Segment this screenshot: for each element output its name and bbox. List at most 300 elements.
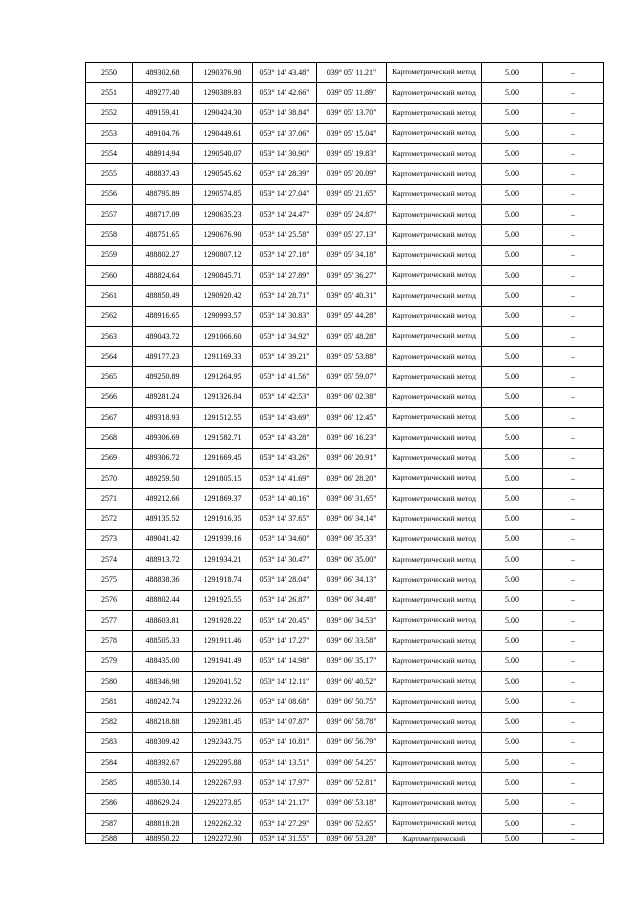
accuracy-cell: 5.00 [482,245,543,265]
table-row [86,692,604,712]
latitude-cell: 053° 14' 07.87" [253,712,317,732]
y-coordinate-cell: 1291939.16 [193,529,253,549]
table-row [86,590,604,610]
method-cell: Картометрический метод [387,387,482,407]
longitude-cell: 039° 05' 19.83" [317,144,387,164]
longitude-cell: 039° 05' 53.88" [317,347,387,367]
x-coordinate-cell: 489302.68 [133,63,193,83]
accuracy-cell: 5.00 [482,225,543,245]
latitude-cell: 053° 14' 12.11" [253,671,317,691]
x-coordinate-cell: 489177.23 [133,347,193,367]
y-coordinate-cell: 1292262.32 [193,813,253,833]
method-cell: Картометрический метод [387,570,482,590]
accuracy-cell: 5.00 [482,184,543,204]
latitude-cell: 053° 14' 37.06" [253,123,317,143]
x-coordinate-cell: 488629.24 [133,793,193,813]
point-number-cell: 2584 [86,753,133,773]
table-row [86,367,604,387]
note-cell: – [543,428,604,448]
point-number-cell: 2570 [86,468,133,488]
method-cell: Картометрический метод [387,103,482,123]
method-cell: Картометрический метод [387,509,482,529]
note-cell: – [543,367,604,387]
latitude-cell: 053° 14' 21.17" [253,793,317,813]
latitude-cell: 053° 14' 13.51" [253,753,317,773]
table-row [86,184,604,204]
point-number-cell: 2561 [86,286,133,306]
accuracy-cell: 5.00 [482,509,543,529]
point-number-cell: 2585 [86,773,133,793]
coordinates-table [85,62,604,844]
method-cell: Картометрический метод [387,692,482,712]
table-row [86,773,604,793]
longitude-cell: 039° 06' 35.00" [317,550,387,570]
method-cell: Картометрический метод [387,732,482,752]
y-coordinate-cell: 1292267.93 [193,773,253,793]
point-number-cell: 2562 [86,306,133,326]
longitude-cell: 039° 05' 40.31" [317,286,387,306]
x-coordinate-cell: 489159.41 [133,103,193,123]
longitude-cell: 039° 06' 53.18" [317,793,387,813]
note-cell: – [543,712,604,732]
y-coordinate-cell: 1290389.83 [193,83,253,103]
accuracy-cell: 5.00 [482,834,543,844]
note-cell: – [543,63,604,83]
table-row [86,387,604,407]
latitude-cell: 053° 14' 41.56" [253,367,317,387]
point-number-cell: 2582 [86,712,133,732]
x-coordinate-cell: 489259.50 [133,468,193,488]
x-coordinate-cell: 488717.09 [133,205,193,225]
note-cell: – [543,793,604,813]
latitude-cell: 053° 14' 34.60" [253,529,317,549]
y-coordinate-cell: 1291066.60 [193,326,253,346]
y-coordinate-cell: 1290545.62 [193,164,253,184]
note-cell: – [543,265,604,285]
longitude-cell: 039° 06' 33.58" [317,631,387,651]
accuracy-cell: 5.00 [482,265,543,285]
method-cell: Картометрический метод [387,164,482,184]
y-coordinate-cell: 1292381.45 [193,712,253,732]
method-cell: Картометрический метод [387,448,482,468]
accuracy-cell: 5.00 [482,651,543,671]
coordinates-table-page [85,62,603,844]
note-cell: – [543,732,604,752]
method-cell: Картометрический метод [387,144,482,164]
note-cell: – [543,123,604,143]
longitude-cell: 039° 06' 34.53" [317,611,387,631]
latitude-cell: 053° 14' 42.66" [253,83,317,103]
latitude-cell: 053° 14' 30.47" [253,550,317,570]
accuracy-cell: 5.00 [482,306,543,326]
point-number-cell: 2564 [86,347,133,367]
point-number-cell: 2563 [86,326,133,346]
accuracy-cell: 5.00 [482,428,543,448]
note-cell: – [543,225,604,245]
latitude-cell: 053° 14' 43.26" [253,448,317,468]
latitude-cell: 053° 14' 30.90" [253,144,317,164]
table-row [86,63,604,83]
accuracy-cell: 5.00 [482,408,543,428]
point-number-cell: 2566 [86,387,133,407]
latitude-cell: 053° 14' 43.69" [253,408,317,428]
y-coordinate-cell: 1290920.42 [193,286,253,306]
accuracy-cell: 5.00 [482,63,543,83]
y-coordinate-cell: 1291326.04 [193,387,253,407]
table-row [86,509,604,529]
method-cell: Картометрический метод [387,712,482,732]
latitude-cell: 053° 14' 26.87" [253,590,317,610]
accuracy-cell: 5.00 [482,570,543,590]
longitude-cell: 039° 06' 28.20" [317,468,387,488]
table-row [86,428,604,448]
table-row [86,326,604,346]
table-row [86,813,604,833]
method-cell: Картометрический метод [387,651,482,671]
note-cell: – [543,184,604,204]
x-coordinate-cell: 488916.65 [133,306,193,326]
longitude-cell: 039° 05' 20.09" [317,164,387,184]
accuracy-cell: 5.00 [482,793,543,813]
point-number-cell: 2559 [86,245,133,265]
point-number-cell: 2579 [86,651,133,671]
accuracy-cell: 5.00 [482,671,543,691]
note-cell: – [543,489,604,509]
longitude-cell: 039° 06' 50.75" [317,692,387,712]
table-row [86,448,604,468]
table-row [86,631,604,651]
method-cell: Картометрический метод [387,123,482,143]
note-cell: – [543,205,604,225]
table-row [86,550,604,570]
longitude-cell: 039° 06' 16.23" [317,428,387,448]
point-number-cell: 2552 [86,103,133,123]
point-number-cell: 2574 [86,550,133,570]
table-row [86,265,604,285]
x-coordinate-cell: 489250.89 [133,367,193,387]
x-coordinate-cell: 488914.94 [133,144,193,164]
y-coordinate-cell: 1291264.95 [193,367,253,387]
accuracy-cell: 5.00 [482,773,543,793]
note-cell: – [543,103,604,123]
accuracy-cell: 5.00 [482,468,543,488]
longitude-cell: 039° 05' 36.27" [317,265,387,285]
latitude-cell: 053° 14' 39.21" [253,347,317,367]
x-coordinate-cell: 488505.33 [133,631,193,651]
x-coordinate-cell: 489277.40 [133,83,193,103]
table-body [86,63,604,844]
y-coordinate-cell: 1291916.35 [193,509,253,529]
longitude-cell: 039° 06' 35.33" [317,529,387,549]
accuracy-cell: 5.00 [482,286,543,306]
point-number-cell: 2571 [86,489,133,509]
accuracy-cell: 5.00 [482,164,543,184]
x-coordinate-cell: 488218.88 [133,712,193,732]
x-coordinate-cell: 488802.27 [133,245,193,265]
note-cell: – [543,144,604,164]
accuracy-cell: 5.00 [482,205,543,225]
point-number-cell: 2565 [86,367,133,387]
x-coordinate-cell: 489104.76 [133,123,193,143]
x-coordinate-cell: 488603.81 [133,611,193,631]
x-coordinate-cell: 489318.93 [133,408,193,428]
latitude-cell: 053° 14' 28.71" [253,286,317,306]
x-coordinate-cell: 488346.98 [133,671,193,691]
accuracy-cell: 5.00 [482,367,543,387]
method-cell: Картометрический метод [387,367,482,387]
latitude-cell: 053° 14' 30.83" [253,306,317,326]
point-number-cell: 2587 [86,813,133,833]
y-coordinate-cell: 1292041.52 [193,671,253,691]
method-cell: Картометрический метод [387,590,482,610]
method-cell: Картометрический метод [387,550,482,570]
method-cell: Картометрический метод [387,83,482,103]
x-coordinate-cell: 488837.43 [133,164,193,184]
x-coordinate-cell: 489281.24 [133,387,193,407]
y-coordinate-cell: 1290845.71 [193,265,253,285]
latitude-cell: 053° 14' 27.29" [253,813,317,833]
method-cell: Картометрический метод [387,529,482,549]
table-row [86,306,604,326]
x-coordinate-cell: 488242.74 [133,692,193,712]
note-cell: – [543,753,604,773]
point-number-cell: 2555 [86,164,133,184]
note-cell: – [543,306,604,326]
point-number-cell: 2580 [86,671,133,691]
note-cell: – [543,83,604,103]
latitude-cell: 053° 14' 20.45" [253,611,317,631]
note-cell: – [543,245,604,265]
point-number-cell: 2550 [86,63,133,83]
latitude-cell: 053° 14' 41.69" [253,468,317,488]
y-coordinate-cell: 1291669.45 [193,448,253,468]
latitude-cell: 053° 14' 28.04" [253,570,317,590]
table-row [86,408,604,428]
table-row [86,611,604,631]
accuracy-cell: 5.00 [482,631,543,651]
accuracy-cell: 5.00 [482,611,543,631]
table-row [86,347,604,367]
longitude-cell: 039° 06' 20.91" [317,448,387,468]
y-coordinate-cell: 1290676.90 [193,225,253,245]
longitude-cell: 039° 06' 53.28" [317,834,387,844]
latitude-cell: 053° 14' 34.92" [253,326,317,346]
latitude-cell: 053° 14' 43.28" [253,428,317,448]
table-row [86,103,604,123]
x-coordinate-cell: 488435.00 [133,651,193,671]
note-cell: – [543,164,604,184]
table-row [86,83,604,103]
method-cell: Картометрический метод [387,306,482,326]
latitude-cell: 053° 14' 38.84" [253,103,317,123]
y-coordinate-cell: 1292343.75 [193,732,253,752]
note-cell: – [543,611,604,631]
point-number-cell: 2551 [86,83,133,103]
method-cell: Картометрический метод [387,489,482,509]
accuracy-cell: 5.00 [482,144,543,164]
longitude-cell: 039° 06' 34.13" [317,570,387,590]
y-coordinate-cell: 1291805.15 [193,468,253,488]
x-coordinate-cell: 489212.66 [133,489,193,509]
accuracy-cell: 5.00 [482,813,543,833]
note-cell: – [543,347,604,367]
accuracy-cell: 5.00 [482,732,543,752]
y-coordinate-cell: 1291925.55 [193,590,253,610]
accuracy-cell: 5.00 [482,753,543,773]
point-number-cell: 2576 [86,590,133,610]
method-cell: Картометрический метод [387,773,482,793]
y-coordinate-cell: 1291869.37 [193,489,253,509]
latitude-cell: 053° 14' 27.89" [253,265,317,285]
y-coordinate-cell: 1291911.46 [193,631,253,651]
method-cell: Картометрический метод [387,611,482,631]
accuracy-cell: 5.00 [482,692,543,712]
x-coordinate-cell: 489041.42 [133,529,193,549]
x-coordinate-cell: 488824.64 [133,265,193,285]
method-cell: Картометрический метод [387,286,482,306]
x-coordinate-cell: 488950.22 [133,834,193,844]
x-coordinate-cell: 489043.72 [133,326,193,346]
method-cell: Картометрический метод [387,813,482,833]
longitude-cell: 039° 06' 54.25" [317,753,387,773]
method-cell: Картометрический метод [387,347,482,367]
point-number-cell: 2567 [86,408,133,428]
y-coordinate-cell: 1290424.30 [193,103,253,123]
accuracy-cell: 5.00 [482,387,543,407]
point-number-cell: 2583 [86,732,133,752]
accuracy-cell: 5.00 [482,529,543,549]
note-cell: – [543,631,604,651]
accuracy-cell: 5.00 [482,326,543,346]
method-cell: Картометрический метод [387,245,482,265]
accuracy-cell: 5.00 [482,103,543,123]
point-number-cell: 2558 [86,225,133,245]
accuracy-cell: 5.00 [482,712,543,732]
note-cell: – [543,671,604,691]
method-cell: Картометрический [387,834,482,844]
x-coordinate-cell: 488751.65 [133,225,193,245]
accuracy-cell: 5.00 [482,489,543,509]
table-row [86,651,604,671]
y-coordinate-cell: 1292232.26 [193,692,253,712]
point-number-cell: 2586 [86,793,133,813]
longitude-cell: 039° 05' 21.65" [317,184,387,204]
longitude-cell: 039° 05' 59.07" [317,367,387,387]
x-coordinate-cell: 488802.44 [133,590,193,610]
y-coordinate-cell: 1291941.49 [193,651,253,671]
longitude-cell: 039° 06' 35.17" [317,651,387,671]
accuracy-cell: 5.00 [482,83,543,103]
latitude-cell: 053° 14' 25.58" [253,225,317,245]
y-coordinate-cell: 1292273.85 [193,793,253,813]
latitude-cell: 053° 14' 40.16" [253,489,317,509]
table-row [86,793,604,813]
table-row [86,489,604,509]
x-coordinate-cell: 488795.89 [133,184,193,204]
method-cell: Картометрический метод [387,793,482,813]
longitude-cell: 039° 06' 58.78" [317,712,387,732]
point-number-cell: 2572 [86,509,133,529]
longitude-cell: 039° 06' 52.81" [317,773,387,793]
y-coordinate-cell: 1291928.22 [193,611,253,631]
latitude-cell: 053° 14' 14.98" [253,651,317,671]
point-number-cell: 2568 [86,428,133,448]
table-row [86,286,604,306]
method-cell: Картометрический метод [387,205,482,225]
table-row [86,245,604,265]
table-row [86,123,604,143]
x-coordinate-cell: 488818.28 [133,813,193,833]
table-row [86,529,604,549]
point-number-cell: 2556 [86,184,133,204]
table-row [86,225,604,245]
latitude-cell: 053° 14' 08.68" [253,692,317,712]
longitude-cell: 039° 06' 52.65" [317,813,387,833]
note-cell: – [543,590,604,610]
accuracy-cell: 5.00 [482,347,543,367]
latitude-cell: 053° 14' 10.81" [253,732,317,752]
table-row [86,712,604,732]
method-cell: Картометрический метод [387,753,482,773]
longitude-cell: 039° 06' 31.65" [317,489,387,509]
note-cell: – [543,408,604,428]
longitude-cell: 039° 05' 15.04" [317,123,387,143]
point-number-cell: 2575 [86,570,133,590]
x-coordinate-cell: 488838.36 [133,570,193,590]
table-row [86,671,604,691]
latitude-cell: 053° 14' 43.48" [253,63,317,83]
latitude-cell: 053° 14' 17.97" [253,773,317,793]
point-number-cell: 2578 [86,631,133,651]
table-row [86,732,604,752]
note-cell: – [543,529,604,549]
method-cell: Картометрический метод [387,671,482,691]
longitude-cell: 039° 05' 34.18" [317,245,387,265]
method-cell: Картометрический метод [387,326,482,346]
point-number-cell: 2573 [86,529,133,549]
latitude-cell: 053° 14' 27.18" [253,245,317,265]
note-cell: – [543,834,604,844]
accuracy-cell: 5.00 [482,590,543,610]
longitude-cell: 039° 05' 48.28" [317,326,387,346]
latitude-cell: 053° 14' 31.55" [253,834,317,844]
latitude-cell: 053° 14' 28.39" [253,164,317,184]
y-coordinate-cell: 1290574.85 [193,184,253,204]
point-number-cell: 2554 [86,144,133,164]
x-coordinate-cell: 488392.67 [133,753,193,773]
note-cell: – [543,813,604,833]
note-cell: – [543,692,604,712]
note-cell: – [543,570,604,590]
longitude-cell: 039° 05' 11.89" [317,83,387,103]
y-coordinate-cell: 1290540.07 [193,144,253,164]
note-cell: – [543,468,604,488]
note-cell: – [543,387,604,407]
accuracy-cell: 5.00 [482,448,543,468]
table-row [86,753,604,773]
table-row [86,570,604,590]
longitude-cell: 039° 06' 12.45" [317,408,387,428]
y-coordinate-cell: 1292295.88 [193,753,253,773]
longitude-cell: 039° 06' 40.52" [317,671,387,691]
longitude-cell: 039° 06' 02.38" [317,387,387,407]
y-coordinate-cell: 1291918.74 [193,570,253,590]
y-coordinate-cell: 1290807.12 [193,245,253,265]
accuracy-cell: 5.00 [482,123,543,143]
y-coordinate-cell: 1291582.71 [193,428,253,448]
y-coordinate-cell: 1290993.57 [193,306,253,326]
method-cell: Картометрический метод [387,184,482,204]
